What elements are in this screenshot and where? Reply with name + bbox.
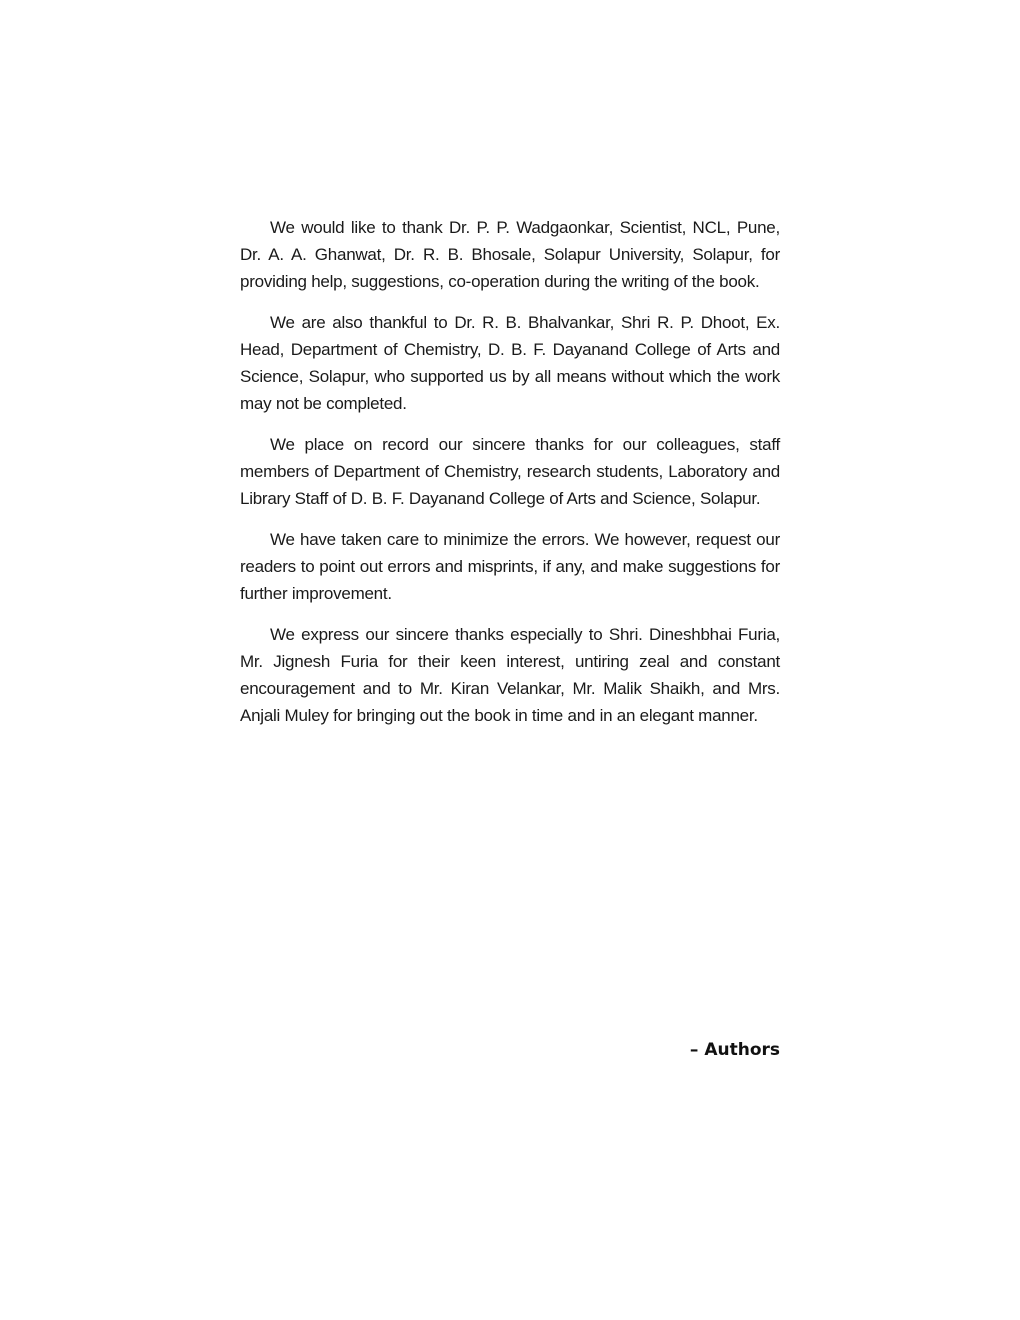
paragraph-5: We express our sincere thanks especially to Shri. Dineshbhai Furia, Mr. Jignesh Furia for their keen interest, untiring zeal and constant encouragement and to Mr. Kiran Velankar, Mr. Malik Shaikh, and Mrs. Anjali Muley for bringing out the book in time and in an elegant manner.	[240, 625, 780, 725]
acknowledgement-body	[240, 214, 780, 743]
paragraph-3: We place on record our sincere thanks for our colleagues, staff members of Department of Chemistry, research students, Laboratory and Library Staff of D. B. F. Dayanand College of Arts and Science, Solapur.	[240, 435, 780, 508]
paragraph-4: We have taken care to minimize the errors. We however, request our readers to point out errors and misprints, if any, and make suggestions for further improvement.	[240, 530, 780, 603]
signature-authors: – Authors	[689, 1040, 780, 1060]
paragraph-1: We would like to thank Dr. P. P. Wadgaonkar, Scientist, NCL, Pune, Dr. A. A. Ghanwat, Dr. R. B. Bhosale, Solapur University, Solapur, for providing help, suggestions, co-operation during the writing of the book.	[240, 218, 780, 291]
paragraph-2: We are also thankful to Dr. R. B. Bhalvankar, Shri R. P. Dhoot, Ex. Head, Department of Chemistry, D. B. F. Dayanand College of Arts and Science, Solapur, who supported us by all means without which the work may not be completed.	[240, 313, 780, 413]
